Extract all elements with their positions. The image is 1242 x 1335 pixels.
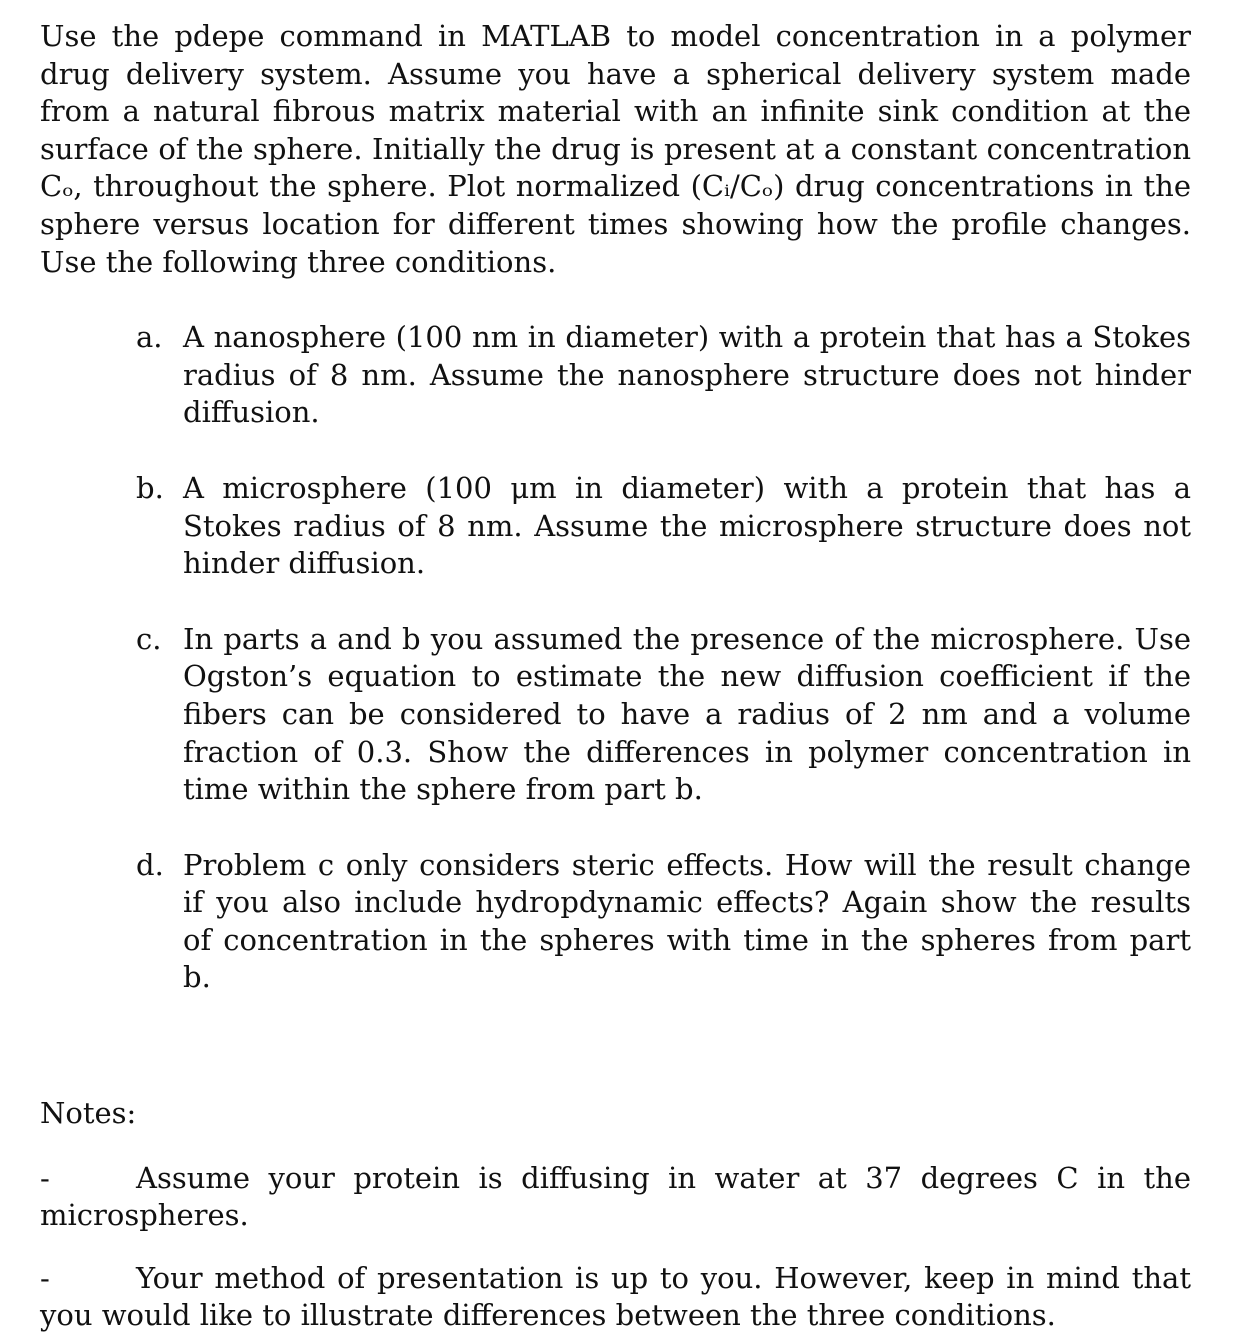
item-text: Problem c only considers steric effects. How will the result change if you also include hydropdynamic effects? Again show the results of concentration in the spheres with time in the spheres from part b. [183,847,1191,995]
note-item [40,1260,1191,1335]
problem-intro: Use the pdepe command in MATLAB to model concentration in a polymer drug delivery system. Assume you have a spherical delivery system made from a natural fibrous matrix material with an infinite sink condition at the surface of the sphere. Initially the drug is present at a constant concentration Cₒ, throughout the sphere. Plot normalized (Cᵢ/Cₒ) drug concentrations in the sphere versus location for different times showing how the profile changes. Use the following three conditions. [40,19,1191,279]
condition-item-b [40,470,1191,583]
item-text: A nanosphere (100 nm in diameter) with a protein that has a Stokes radius of 8 nm. Assume the nanosphere structure does not hinder diffusion. [183,320,1191,430]
document-page [40,18,1191,1335]
note-dash: - [40,1260,50,1295]
note-item [40,1160,1191,1235]
condition-list [40,319,1191,997]
item-marker: b. [136,470,164,505]
condition-item-c [40,621,1191,809]
notes-heading: Notes: [40,1096,137,1131]
item-marker: a. [136,320,163,355]
note-dash: - [40,1160,50,1195]
condition-item-a [40,319,1191,432]
note-text: Assume your protein is diffusing in water at 37 degrees C in the microspheres. [40,1160,1191,1233]
item-text: In parts a and b you assumed the presence of the microsphere. Use Ogston’s equation to estimate the new diffusion coefficient if the fibers can be considered to have a radius of 2 nm and a volume fraction of 0.3. Show the differences in polymer concentration in time within the sphere from part b. [183,621,1191,807]
item-text: A microsphere (100 μm in diameter) with a protein that has a Stokes radius of 8 nm. Assume the microsphere structure does not hinder diffusion. [183,470,1191,581]
item-marker: d. [136,847,164,882]
item-marker: c. [136,621,162,656]
note-text: Your method of presentation is up to you. However, keep in mind that you would like to illustrate differences between the three conditions. [40,1260,1191,1333]
condition-item-d [40,847,1191,997]
